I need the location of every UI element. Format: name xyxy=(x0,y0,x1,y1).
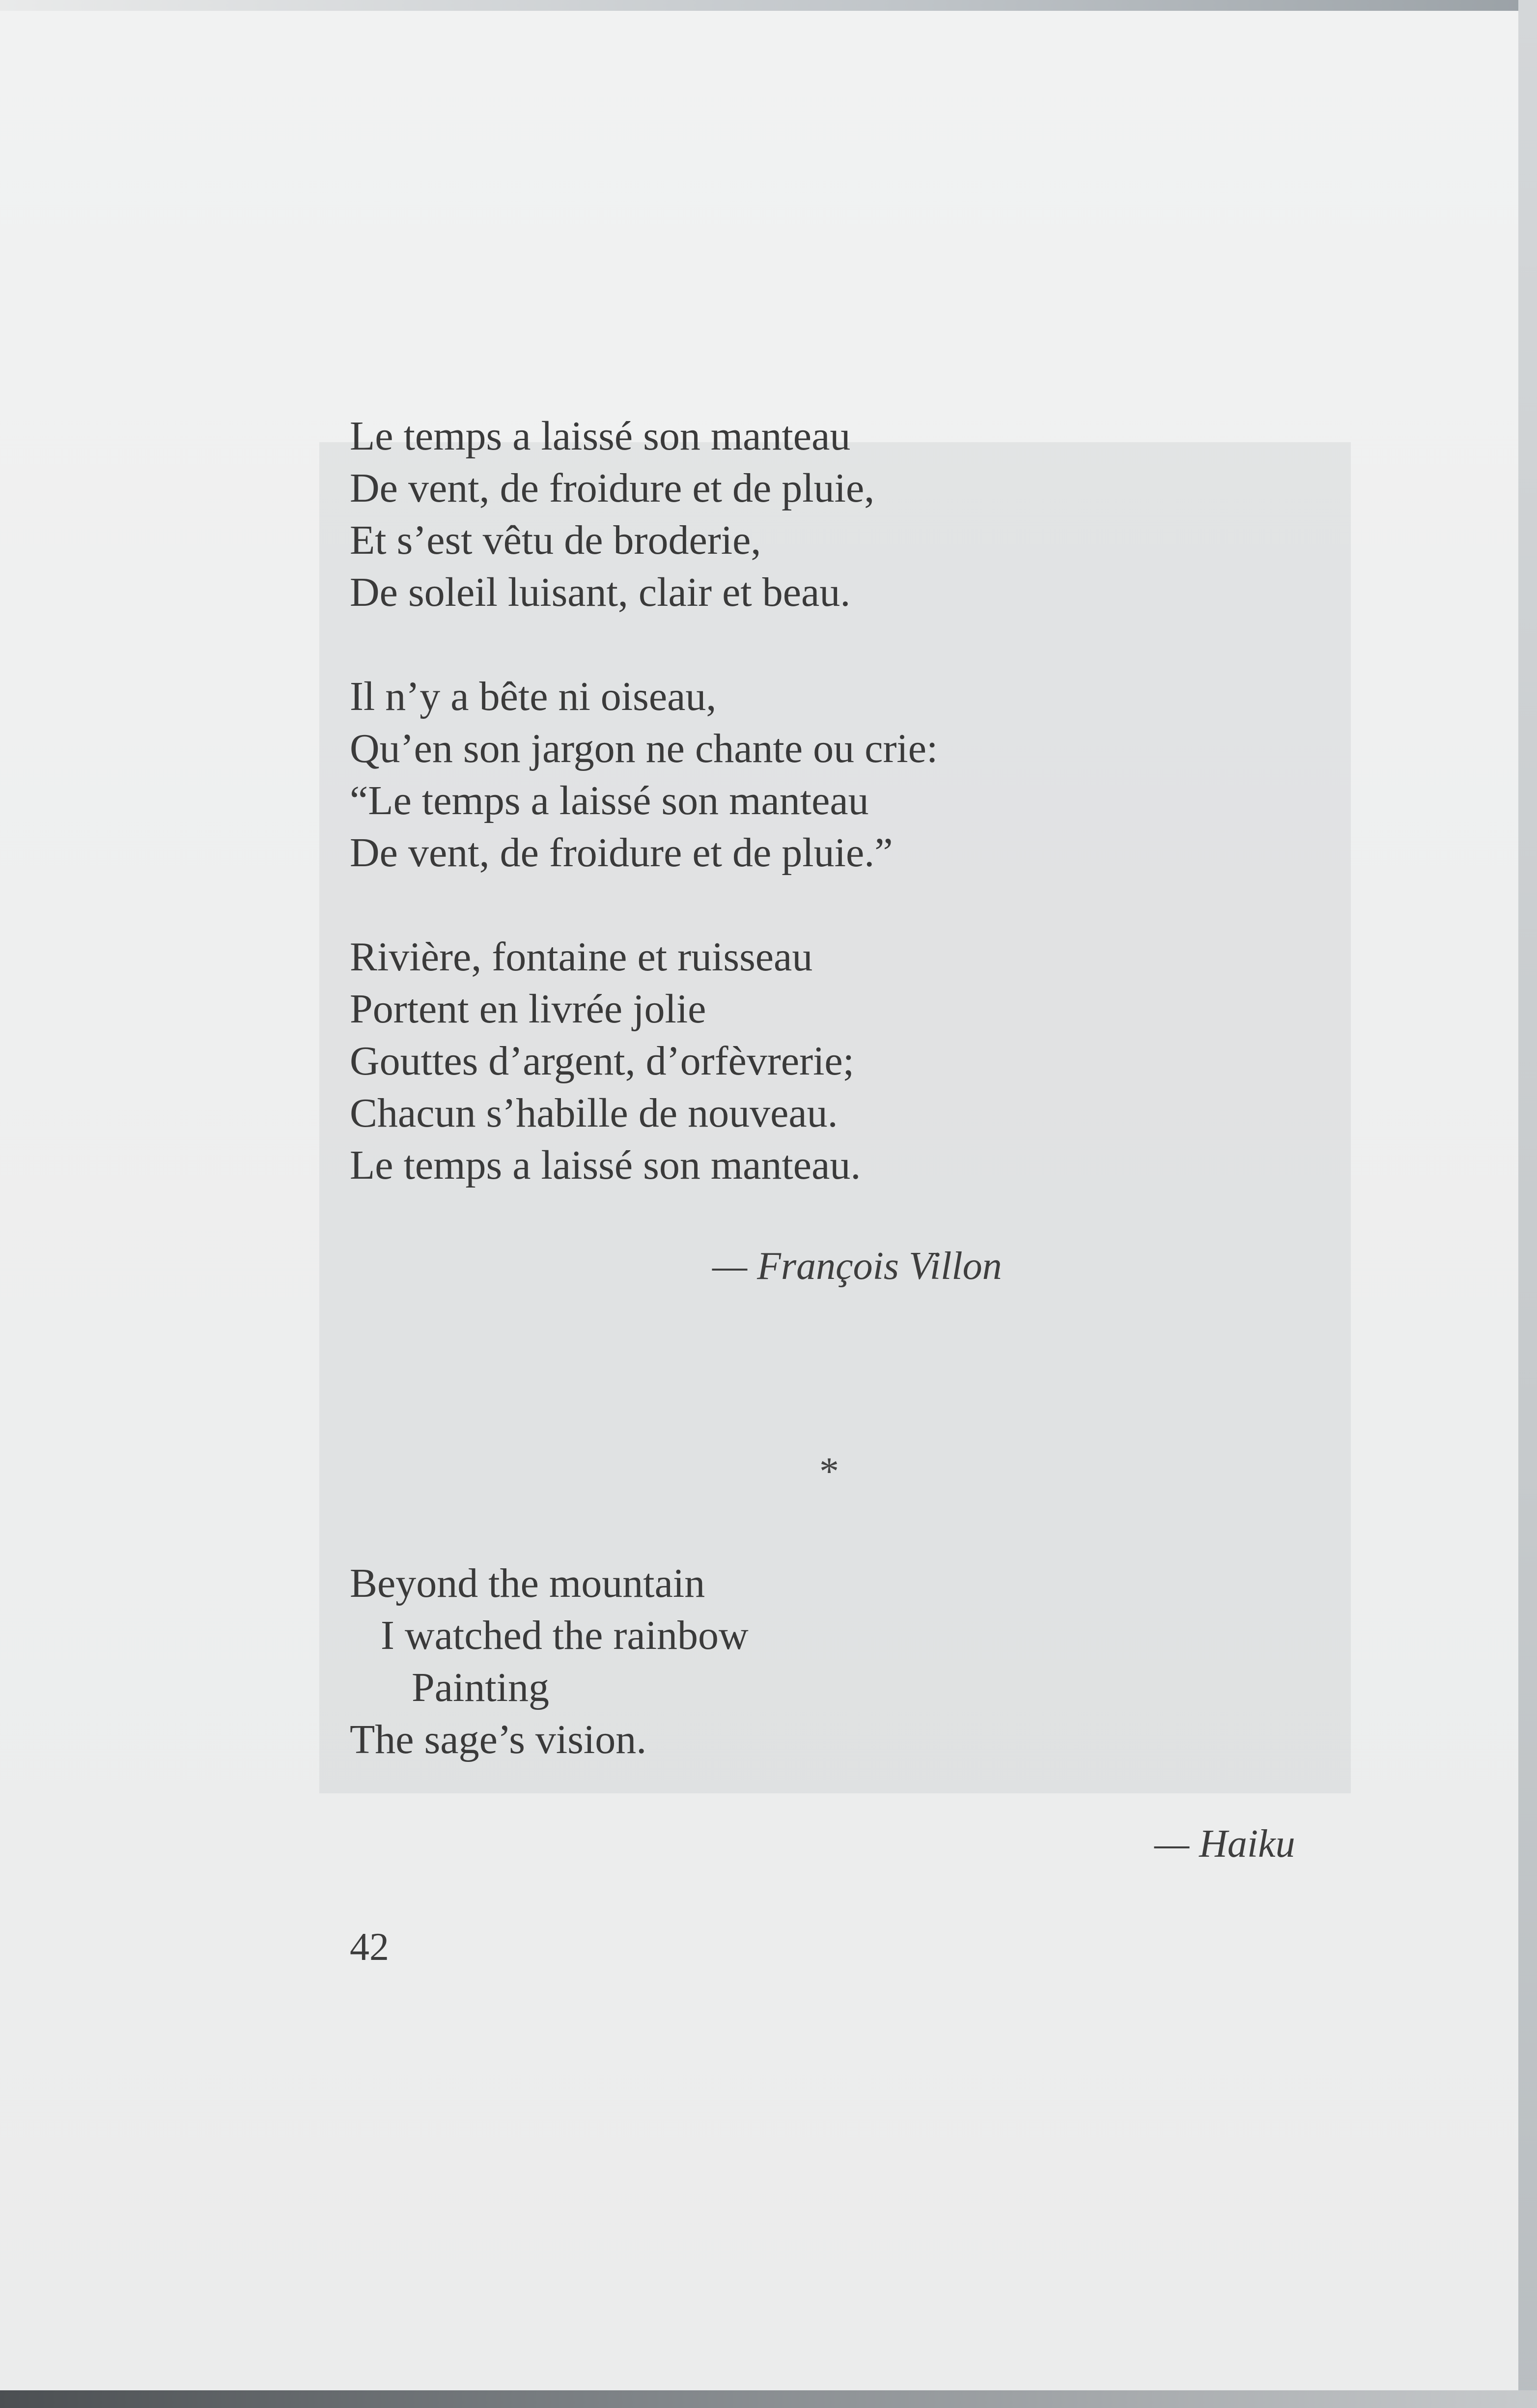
section-separator: * xyxy=(819,1450,839,1493)
poem-line: “Le temps a laissé son manteau xyxy=(350,778,869,823)
poem-line: The sage’s vision. xyxy=(350,1717,647,1762)
poem-line: De vent, de froidure et de pluie, xyxy=(350,465,875,511)
page-bottom-edge xyxy=(0,2390,1537,2408)
page-right-edge xyxy=(1518,0,1537,2408)
poem-line: Beyond the mountain xyxy=(350,1560,705,1606)
poem-line: Portent en livrée jolie xyxy=(350,986,706,1032)
poem-line: Il n’y a bête ni oiseau, xyxy=(350,674,717,719)
poem-line: Painting xyxy=(350,1665,550,1710)
poem-line: Chacun s’habille de nouveau. xyxy=(350,1090,838,1136)
poem-line: Le temps a laissé son manteau. xyxy=(350,1142,861,1188)
poem-line: Le temps a laissé son manteau xyxy=(350,413,851,459)
haiku-poem xyxy=(350,1558,749,1766)
poem-line: Et s’est vêtu de broderie, xyxy=(350,517,761,563)
villon-attribution: — François Villon xyxy=(712,1245,1002,1288)
poem-line: Gouttes d’argent, d’orfèvrerie; xyxy=(350,1038,855,1084)
poem-stanza-3 xyxy=(350,931,938,1191)
page-number: 42 xyxy=(350,1926,389,1969)
poem-stanza-1 xyxy=(350,410,938,619)
poem-line: Qu’en son jargon ne chante ou crie: xyxy=(350,726,938,771)
poem-stanza-2 xyxy=(350,671,938,879)
poem-line: De vent, de froidure et de pluie.” xyxy=(350,830,893,876)
poem-line: Rivière, fontaine et ruisseau xyxy=(350,934,813,980)
villon-poem xyxy=(350,410,938,1244)
page-top-edge xyxy=(0,0,1537,11)
poem-line: De soleil luisant, clair et beau. xyxy=(350,569,851,615)
haiku-attribution: — Haiku xyxy=(1154,1822,1295,1866)
poem-line: I watched the rainbow xyxy=(350,1613,749,1658)
